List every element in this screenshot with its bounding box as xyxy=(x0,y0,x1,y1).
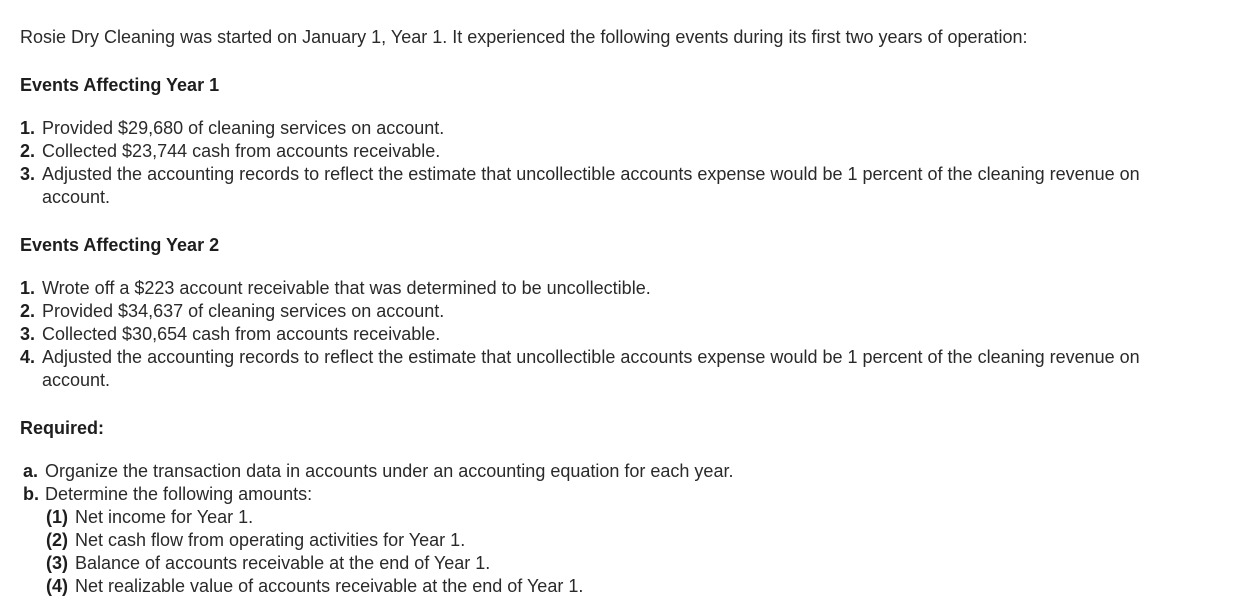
item-number: 4. xyxy=(20,347,36,367)
item-text: Net cash flow from operating activities for Year 1. xyxy=(75,530,466,550)
item-text: Provided $34,637 of cleaning services on account. xyxy=(42,301,445,321)
item-text: Wrote off a $223 account receivable that was determined to be uncollectible. xyxy=(42,278,651,298)
year1-events-list xyxy=(20,117,1182,209)
item-number: (4) xyxy=(46,576,68,596)
list-item xyxy=(23,483,733,506)
list-item xyxy=(20,300,1182,323)
item-text: Organize the transaction data in accounts under an accounting equation for each year. xyxy=(45,461,734,481)
list-item xyxy=(20,323,1182,346)
item-text: Collected $30,654 cash from accounts receivable. xyxy=(42,324,441,344)
required-heading: Required: xyxy=(20,418,105,438)
list-item xyxy=(20,117,1182,140)
required-sub-list xyxy=(46,506,583,598)
item-number: 2. xyxy=(20,301,36,321)
list-item xyxy=(46,506,583,529)
list-item xyxy=(20,346,1182,392)
item-number: 3. xyxy=(20,324,36,344)
item-text: Net realizable value of accounts receivable at the end of Year 1. xyxy=(75,576,584,596)
list-item xyxy=(20,140,1182,163)
item-number: 2. xyxy=(20,141,36,161)
item-text: Balance of accounts receivable at the end of Year 1. xyxy=(75,553,491,573)
intro-paragraph: Rosie Dry Cleaning was started on January 1, Year 1. It experienced the following events during its first two years of operation: xyxy=(20,27,1028,47)
item-number: 1. xyxy=(20,118,36,138)
list-item xyxy=(20,277,1182,300)
item-number: 1. xyxy=(20,278,36,298)
year2-events-list xyxy=(20,277,1182,392)
list-item xyxy=(20,163,1182,209)
list-item xyxy=(23,460,733,483)
year2-heading: Events Affecting Year 2 xyxy=(20,235,220,255)
year1-heading: Events Affecting Year 1 xyxy=(20,75,220,95)
item-text: Determine the following amounts: xyxy=(45,484,313,504)
item-text: Provided $29,680 of cleaning services on account. xyxy=(42,118,445,138)
item-letter: b. xyxy=(23,484,39,504)
item-number: (2) xyxy=(46,530,68,550)
item-text: Collected $23,744 cash from accounts receivable. xyxy=(42,141,441,161)
item-number: (3) xyxy=(46,553,68,573)
item-letter: a. xyxy=(23,461,39,481)
required-list xyxy=(23,460,733,506)
list-item xyxy=(46,552,583,575)
item-number: 3. xyxy=(20,164,36,184)
item-text: Net income for Year 1. xyxy=(75,507,254,527)
item-text: Adjusted the accounting records to reflect the estimate that uncollectible accounts expense would be 1 percent of the cleaning revenue on account. xyxy=(42,347,1140,390)
item-text: Adjusted the accounting records to reflect the estimate that uncollectible accounts expense would be 1 percent of the cleaning revenue on account. xyxy=(42,164,1140,207)
item-number: (1) xyxy=(46,507,68,527)
list-item xyxy=(46,575,583,598)
list-item xyxy=(46,529,583,552)
